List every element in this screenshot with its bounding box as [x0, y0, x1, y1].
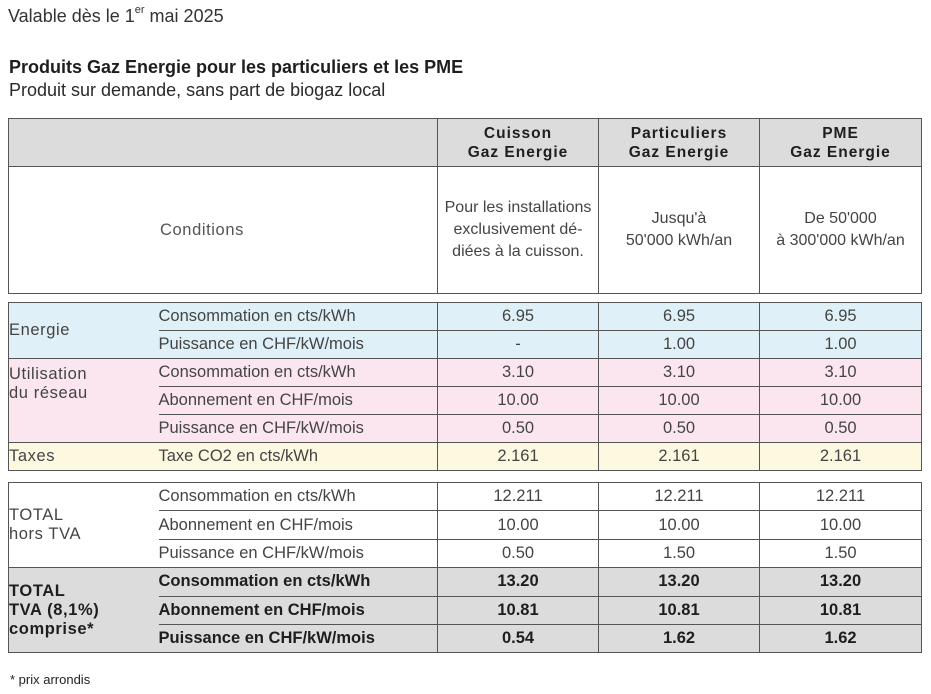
value-cell: 10.00 — [760, 387, 922, 415]
page-subtitle: Produit sur demande, sans part de biogaz local — [9, 80, 386, 100]
group-label-taxes — [9, 443, 159, 471]
row-label: Puissance en CHF/kW/mois — [159, 624, 438, 652]
page-title: Produits Gaz Energie pour les particuliers et les PME — [9, 57, 464, 77]
value-cell: 1.00 — [599, 331, 760, 359]
value-cell: 0.50 — [438, 415, 599, 443]
value-cell: 3.10 — [438, 359, 599, 387]
row-label: Puissance en CHF/kW/mois — [159, 331, 438, 359]
value-cell: 12.211 — [760, 483, 922, 511]
row-label: Abonnement en CHF/mois — [159, 387, 438, 415]
product-header-table — [8, 118, 922, 294]
column-header-particuliers — [599, 119, 760, 167]
header-row — [9, 119, 922, 167]
condition-line: diées à la cuisson. — [452, 243, 584, 260]
value-cell: 10.81 — [599, 596, 760, 624]
column-header-line2: Gaz Energie — [790, 143, 891, 161]
totals-table — [8, 482, 922, 653]
column-header-pme — [760, 119, 922, 167]
row-label: Abonnement en CHF/mois — [159, 511, 438, 539]
condition-line: Jusqu'à — [651, 210, 707, 227]
group-label-energie — [9, 303, 159, 359]
value-cell: 3.10 — [760, 359, 922, 387]
group-label-total-ttc — [9, 568, 159, 653]
value-cell: 6.95 — [599, 303, 760, 331]
condition-pme — [760, 167, 922, 294]
value-cell: 1.62 — [760, 624, 922, 652]
validity-suffix: mai 2025 — [144, 6, 224, 26]
condition-line: De 50'000 — [804, 210, 877, 227]
condition-line: Pour les installations — [444, 199, 592, 216]
condition-cuisson — [438, 167, 599, 294]
column-header-line1: Cuisson — [483, 124, 553, 142]
value-cell: 13.20 — [438, 568, 599, 596]
group-label-line: Energie — [9, 321, 71, 339]
row-label: Taxe CO2 en cts/kWh — [159, 443, 438, 471]
value-cell: 6.95 — [438, 303, 599, 331]
value-cell: 0.50 — [599, 415, 760, 443]
value-cell: 10.00 — [760, 511, 922, 539]
conditions-label: Conditions — [9, 167, 438, 294]
condition-line: exclusivement dé- — [453, 221, 583, 238]
value-cell: 10.81 — [438, 596, 599, 624]
row-label: Consommation en cts/kWh — [159, 303, 438, 331]
column-header-line1: Particuliers — [630, 124, 728, 142]
value-cell: 6.95 — [760, 303, 922, 331]
group-label-line: TOTAL — [9, 581, 66, 600]
value-cell: 10.00 — [599, 387, 760, 415]
value-cell: 12.211 — [438, 483, 599, 511]
group-label-line: Utilisation — [9, 365, 88, 383]
group-label-line: comprise* — [9, 619, 95, 638]
row-label: Consommation en cts/kWh — [159, 359, 438, 387]
condition-line: 50'000 kWh/an — [625, 232, 733, 249]
row-label: Puissance en CHF/kW/mois — [159, 539, 438, 567]
validity-sup: er — [134, 4, 145, 16]
column-header-line2: Gaz Energie — [628, 143, 730, 161]
value-cell: 2.161 — [438, 443, 599, 471]
table-row-total-ttc-consommation — [9, 568, 922, 596]
value-cell: 10.00 — [599, 511, 760, 539]
column-header-line1: PME — [822, 124, 859, 142]
column-header-line2: Gaz Energie — [467, 143, 569, 161]
row-label: Abonnement en CHF/mois — [159, 596, 438, 624]
validity-date — [8, 6, 224, 27]
value-cell: 2.161 — [760, 443, 922, 471]
value-cell: 10.00 — [438, 511, 599, 539]
header-corner — [9, 119, 438, 167]
condition-particuliers — [599, 167, 760, 294]
price-components-table — [8, 302, 922, 471]
group-label-line: Taxes — [9, 447, 56, 465]
table-row-total-ht-consommation — [9, 483, 922, 511]
value-cell: 2.161 — [599, 443, 760, 471]
value-cell: 1.62 — [599, 624, 760, 652]
row-label: Consommation en cts/kWh — [159, 568, 438, 596]
value-cell: 1.00 — [760, 331, 922, 359]
conditions-row — [9, 167, 922, 294]
condition-line: à 300'000 kWh/an — [776, 232, 905, 249]
group-label-line: TVA (8,1%) — [9, 600, 100, 619]
value-cell: 13.20 — [599, 568, 760, 596]
group-label-line: hors TVA — [9, 525, 82, 544]
value-cell: 1.50 — [760, 539, 922, 567]
table-row-taxes-co2 — [9, 443, 922, 471]
table-row-energie-consommation — [9, 303, 922, 331]
table-row-reseau-consommation — [9, 359, 922, 387]
value-cell: 0.50 — [438, 539, 599, 567]
group-label-line: du réseau — [9, 384, 88, 402]
value-cell: - — [438, 331, 599, 359]
value-cell: 0.50 — [760, 415, 922, 443]
validity-prefix: Valable dès le 1 — [8, 6, 135, 26]
row-label: Puissance en CHF/kW/mois — [159, 415, 438, 443]
footnote: * prix arrondis — [10, 672, 91, 687]
value-cell: 3.10 — [599, 359, 760, 387]
value-cell: 10.81 — [760, 596, 922, 624]
value-cell: 13.20 — [760, 568, 922, 596]
value-cell: 12.211 — [599, 483, 760, 511]
group-label-reseau — [9, 359, 159, 443]
column-header-cuisson — [438, 119, 599, 167]
value-cell: 0.54 — [438, 624, 599, 652]
group-label-line: TOTAL — [9, 506, 64, 525]
value-cell: 1.50 — [599, 539, 760, 567]
row-label: Consommation en cts/kWh — [159, 483, 438, 511]
group-label-total-ht — [9, 483, 159, 568]
value-cell: 10.00 — [438, 387, 599, 415]
